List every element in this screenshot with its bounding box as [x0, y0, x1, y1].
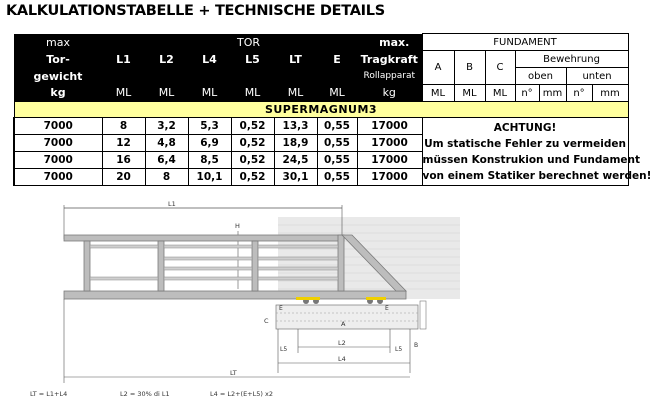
header-rollapparat: Rollapparat	[357, 68, 422, 85]
header-row-2	[14, 51, 628, 68]
header-l2: L2	[145, 51, 188, 68]
table-row	[14, 118, 628, 135]
warning-note	[422, 118, 651, 186]
cell-l5: 0,52	[231, 169, 274, 186]
cell-l1: 12	[102, 135, 145, 152]
roller-bracket-right	[366, 297, 386, 300]
cell-e: 0,55	[317, 118, 357, 135]
header-a: A	[422, 51, 454, 85]
cell-l5: 0,52	[231, 152, 274, 169]
unit-lt: ML	[274, 85, 317, 102]
header-b: B	[454, 51, 485, 85]
unit-c: ML	[485, 85, 515, 102]
header-e: E	[317, 51, 357, 68]
gate-technical-drawing	[40, 197, 460, 389]
cell-tragkraft: 17000	[357, 152, 422, 169]
header-l4: L4	[188, 51, 231, 68]
cell-tragkraft: 17000	[357, 169, 422, 186]
header-l1: L1	[102, 51, 145, 68]
label-a: A	[341, 320, 346, 328]
unit-tragkraft: kg	[357, 85, 422, 102]
unit-e: ML	[317, 85, 357, 102]
header-tragkraft: Tragkraft	[357, 51, 422, 68]
warning-line-3: von einem Statiker berechnet werden!	[422, 169, 651, 182]
header-tor: TOR	[102, 34, 357, 51]
header-oben: oben	[515, 68, 566, 85]
unit-oben-mm: mm	[539, 85, 566, 102]
cell-l1: 8	[102, 118, 145, 135]
header-fundament: FUNDAMENT	[422, 34, 628, 51]
page-title: KALKULATIONSTABELLE + TECHNISCHE DETAILS	[6, 3, 385, 19]
cell-l4: 8,5	[188, 152, 231, 169]
label-b: B	[414, 342, 419, 349]
cell-l2: 8	[145, 169, 188, 186]
formula-l2: L2 = 30% di L1	[120, 390, 170, 398]
cell-l2: 3,2	[145, 118, 188, 135]
label-l5-right: L5	[395, 346, 403, 353]
label-l1: L1	[168, 200, 176, 208]
header-row-1	[14, 34, 628, 51]
unit-l4: ML	[188, 85, 231, 102]
cell-l5: 0,52	[231, 135, 274, 152]
header-gewicht: gewicht	[14, 68, 102, 85]
cell-l5: 0,52	[231, 118, 274, 135]
section-row	[14, 102, 628, 118]
label-e-right: E	[385, 305, 389, 312]
unit-unten-n: n°	[566, 85, 592, 102]
cell-gewicht: 7000	[14, 135, 102, 152]
cell-l2: 6,4	[145, 152, 188, 169]
header-row-3	[14, 68, 628, 85]
header-lt: LT	[274, 51, 317, 68]
label-c: C	[264, 317, 269, 325]
cell-e: 0,55	[317, 135, 357, 152]
roller-bracket-left	[296, 297, 320, 300]
cell-l1: 20	[102, 169, 145, 186]
label-l4: L4	[338, 355, 346, 363]
section-title: SUPERMAGNUM3	[14, 102, 628, 118]
cell-tragkraft: 17000	[357, 118, 422, 135]
header-bewehrung: Bewehrung	[515, 51, 628, 68]
cell-tragkraft: 17000	[357, 135, 422, 152]
cell-l4: 5,3	[188, 118, 231, 135]
unit-l1: ML	[102, 85, 145, 102]
cell-lt: 18,9	[274, 135, 317, 152]
cell-gewicht: 7000	[14, 152, 102, 169]
unit-l5: ML	[231, 85, 274, 102]
cell-gewicht: 7000	[14, 169, 102, 186]
cell-l4: 10,1	[188, 169, 231, 186]
cell-lt: 24,5	[274, 152, 317, 169]
formula-l4: L4 = L2+(E+L5) x2	[210, 390, 273, 398]
cell-l4: 6,9	[188, 135, 231, 152]
label-l5-left: L5	[280, 346, 288, 353]
header-kg: kg	[14, 85, 102, 102]
label-h: H	[235, 222, 240, 230]
cell-l2: 4,8	[145, 135, 188, 152]
cell-lt: 13,3	[274, 118, 317, 135]
cell-gewicht: 7000	[14, 118, 102, 135]
unit-a: ML	[422, 85, 454, 102]
header-max: max	[14, 34, 102, 51]
warning-line-2: müssen Konstrukion und Fundament	[422, 153, 641, 166]
header-row-4	[14, 85, 628, 102]
label-lt: LT	[230, 369, 237, 377]
header-l5: L5	[231, 51, 274, 68]
unit-oben-n: n°	[515, 85, 539, 102]
calculation-table	[13, 33, 651, 186]
cell-e: 0,55	[317, 169, 357, 186]
label-e: E	[279, 305, 283, 312]
header-unten: unten	[566, 68, 628, 85]
cell-lt: 30,1	[274, 169, 317, 186]
unit-b: ML	[454, 85, 485, 102]
unit-l2: ML	[145, 85, 188, 102]
header-c: C	[485, 51, 515, 85]
unit-unten-mm: mm	[592, 85, 628, 102]
header-max-tragkraft: max.	[357, 34, 422, 51]
label-l2: L2	[338, 339, 346, 347]
warning-line-1: Um statische Fehler zu vermeiden	[424, 137, 626, 150]
header-tor-gewicht: Tor-	[14, 51, 102, 68]
cell-e: 0,55	[317, 152, 357, 169]
cell-l1: 16	[102, 152, 145, 169]
foundation-block	[276, 305, 418, 329]
warning-heading: ACHTUNG!	[493, 121, 557, 134]
formula-lt: LT = L1+L4	[30, 390, 68, 398]
